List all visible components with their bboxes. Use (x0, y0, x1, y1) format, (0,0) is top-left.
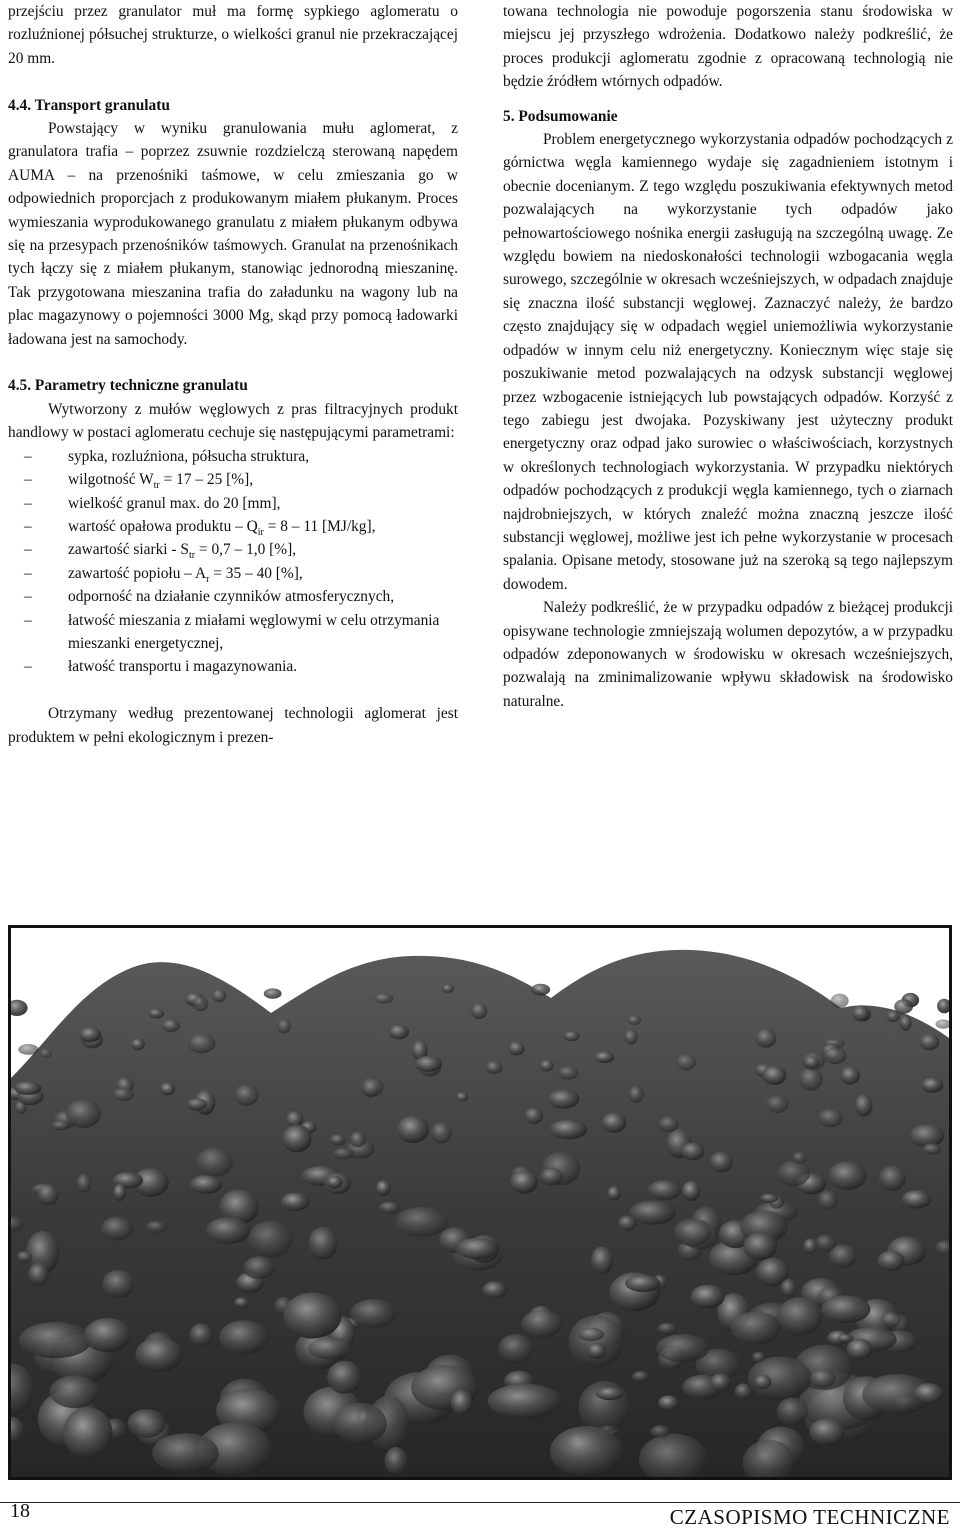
granule (558, 1066, 579, 1080)
granule (658, 1395, 679, 1410)
granule (710, 1374, 731, 1391)
granule (376, 1180, 390, 1195)
granule (650, 1425, 670, 1438)
granule (777, 1161, 810, 1186)
granule (594, 1051, 614, 1063)
list-item: – wielkość granul max. do 20 [mm], (8, 492, 458, 515)
granule (193, 996, 209, 1011)
granule (17, 1251, 33, 1263)
granule (632, 1371, 649, 1382)
granule (656, 1334, 709, 1362)
granule (282, 1125, 312, 1152)
granule (781, 1279, 797, 1297)
dash-bullet: – (24, 564, 32, 582)
granule (818, 1109, 843, 1128)
granule (531, 984, 550, 996)
granule (881, 1312, 901, 1328)
dash-bullet: – (24, 658, 32, 676)
granule (488, 1384, 562, 1419)
granule (131, 1038, 145, 1050)
granule (818, 1190, 838, 1210)
granule (152, 1433, 219, 1473)
granule (618, 1216, 637, 1231)
granule (923, 1143, 941, 1154)
list-item: – wartość opałowa produktu – $Q_{ir} = 8 - 11$ [MJ/kg], (8, 515, 458, 538)
granule (810, 1369, 836, 1388)
intro-paragraph: przejściu przez granulator muł ma formę sypkiego aglomeratu o rozluźnionej półsuchej strukturze, o wielkości granul nie przekraczającej 20 mm. (8, 3, 458, 67)
granule (760, 1194, 778, 1203)
granule (148, 1009, 164, 1019)
granule (50, 1376, 100, 1409)
granule (63, 1407, 113, 1458)
granule (821, 1295, 870, 1323)
dash-bullet: – (24, 588, 32, 606)
granule (333, 1403, 387, 1444)
right-column (503, 0, 953, 713)
granule (676, 1054, 697, 1070)
granule (113, 1184, 126, 1201)
list-item: – odporność na działanie czynników atmosferycznych, (8, 585, 458, 608)
granule (389, 1024, 409, 1039)
granule (731, 1311, 781, 1345)
granule (385, 1447, 408, 1475)
granule (84, 1318, 131, 1352)
granule (601, 1113, 626, 1133)
granule (752, 1352, 765, 1363)
granule (308, 1338, 352, 1360)
granule (186, 1098, 207, 1110)
granule (921, 1078, 943, 1093)
granule (361, 1077, 384, 1096)
granule (777, 1297, 822, 1336)
granule (936, 1019, 950, 1028)
granule (624, 1029, 638, 1044)
dash-bullet: – (24, 517, 32, 535)
granulate-photo-image (11, 928, 949, 1477)
granule (840, 1066, 860, 1084)
granule (625, 1275, 661, 1292)
granule (102, 1270, 134, 1298)
granule (762, 1066, 786, 1085)
granule (234, 1297, 249, 1308)
list-item: – zawartość popiołu – $A_r = 35 - 40$ [%], (8, 562, 458, 585)
granule (828, 1161, 866, 1190)
granule (628, 1015, 641, 1025)
granule (521, 1310, 562, 1338)
left-column (8, 0, 458, 749)
granule (456, 1238, 499, 1259)
granule (135, 1338, 182, 1372)
section-heading-summary: 5. Podsumowanie (503, 107, 618, 125)
granule (894, 999, 913, 1014)
granule (79, 1027, 101, 1042)
granule (188, 1033, 216, 1053)
list-item: – łatwość transportu i magazynowania. (8, 655, 458, 678)
closing-paragraph: Otrzymany według prezentowanej technologii aglomerat jest produktem w pełni ekologicznym i prezen- (8, 705, 458, 746)
granule (28, 1263, 48, 1286)
granule (350, 1131, 366, 1147)
granule (524, 1108, 543, 1124)
granule (18, 1044, 38, 1055)
parameters-intro: Wytworzony z mułów węglowych z pras filtracyjnych produkt handlowy w postaci aglomeratu cechuje się następującymi parametrami: (8, 400, 458, 442)
granule (101, 1217, 133, 1241)
dash-bullet: – (24, 611, 32, 629)
list-item: – sypka, rozluźniona, półsucha struktura, (8, 445, 458, 468)
granule (657, 1323, 677, 1334)
granule (51, 1121, 70, 1130)
granule (550, 1426, 623, 1476)
granule (674, 1219, 712, 1247)
dash-bullet: – (24, 471, 32, 489)
granule (112, 1088, 134, 1101)
granule (234, 1084, 259, 1105)
granule (607, 1186, 620, 1200)
granule (809, 1418, 845, 1445)
granule (190, 1175, 223, 1194)
granule (281, 1193, 309, 1211)
summary-paragraph-1: Problem energetycznego wykorzystania odpadów pochodzących z górnictwa węgla kamiennego wydaje się zagadnieniem istotnym i obecnie docenianym. Z tego względu poszukiwania efektywnych metod pozwalających na wykorzystanie tych odpadów jako pełnowartościowego nośnika energii zasługują na szczególną uwagę. Ze względu bowiem na niedoskonałości technologii wzbogacania węgla surowego, szczególnie w okresach wcześniejszych, w odpadach znajduje się znaczna ilość substancji węglowej. Zaznaczyć należy, że bardzo często znajdujący się w odpadach węgiel uniemożliwia wykorzystanie odpadów w innym celu niż energetyczny. Koniecznym więc staje się poszukiwanie metod pozwalających na odzysk substancji węglowej przez wzbogacenie istniejących lub powstających odpadów. Korzyść z tego zabiegu jest dwojaka. Pozyskiwany jest użyteczny produkt energetyczny oraz odpad jako surowiec o właściwościach, korzystnych w określonych technologiach wykorzystania. W przypadku niektórych odpadów pochodzących z produkcji węgla kamiennego, tych o ziarnach najdrobniejszych, w których znaleźć można znaczną jeszcze ilość substancji węglowej, możliwe jest ich pełne wykorzystanie w procesach spalania. Opisane metody, stosowane już na szeroką są tego najlepszym dowodem. (503, 131, 953, 593)
granule (286, 1111, 303, 1128)
dash-bullet: – (24, 541, 32, 559)
granule (160, 1082, 175, 1095)
granule (333, 1148, 354, 1160)
granule (681, 1142, 705, 1160)
granule (691, 1285, 725, 1309)
granule (308, 1227, 337, 1260)
granule (264, 988, 282, 998)
transport-paragraph: Powstający w wyniku granulowania mułu aglomerat, z granulatora trafia – poprzez zsuwnie rozdzielczą sterowaną napędem AUMA – na przenośniki taśmowe, w celu zmieszania go w odpowiednich proporcjach z produkowanym miałem płukanym. Proces wymieszania wyprodukowanego granulatu z miałem płukanym odbywa się na przesypach przenośników taśmowych. Granulat na przenośnikach tych łączy się z miałem płukanym, stanowiąc jednorodną mieszaninę. Tak przygotowana mieszanina trafia do załadunku na wagony lub na plac magazynowy o pojemności 3000 Mg, skąd przy pomocą ładowarki ładowana jest na samochody. (8, 120, 458, 348)
granule (66, 1099, 101, 1128)
granule (415, 1056, 443, 1072)
granule (629, 1086, 644, 1103)
dash-bullet: – (24, 494, 32, 512)
granule (485, 1061, 502, 1075)
granule (146, 1221, 167, 1233)
granule (277, 1019, 291, 1034)
granule (831, 994, 849, 1008)
granule (900, 1015, 912, 1031)
summary-paragraph-2: Należy podkreślić, że w przypadku odpadów z bieżącej produkcji opisywane technologie zmniejszają wolumen depozytów, a w przypadku odpadów zdeponowanych w środowisku w okresach wcześniejszych, pozwalają na zminimalizowanie wpływu składowisk na środowisko naturalne. (503, 599, 953, 710)
granule (919, 1034, 939, 1050)
granule (212, 989, 227, 1002)
granule (909, 1124, 944, 1147)
granule (902, 1190, 932, 1208)
granule (128, 1409, 166, 1438)
granule (735, 1383, 752, 1399)
granule (330, 1134, 346, 1145)
continuation-paragraph: towana technologia nie powoduje pogorszenia stanu środowiska w miejscu jej przyszłego wdrożenia. Dodatkowo należy podkreślić, że proces produkcji aglomeratu zgodnie z opracowaną technologią nie będzie źródłem wtórnych odpadów. (503, 3, 953, 91)
granule (510, 1170, 538, 1193)
granule (878, 1250, 905, 1271)
granule (596, 1387, 624, 1400)
dash-bullet: – (24, 447, 32, 465)
granule (397, 1116, 429, 1143)
granule (569, 1315, 624, 1367)
granule (379, 1202, 400, 1214)
granule (374, 993, 394, 1003)
granule (886, 1011, 899, 1023)
granule (431, 1122, 452, 1143)
granule (456, 1092, 468, 1101)
granule (508, 1041, 525, 1055)
granule (563, 1031, 580, 1041)
granule (710, 1152, 733, 1173)
list-item: – łatwość mieszania z miałami węglowymi w celu otrzymania mieszanki energetycznej, (8, 609, 458, 656)
granule (540, 1060, 554, 1072)
granule (847, 1339, 873, 1360)
granule (327, 1176, 343, 1189)
granule (648, 1180, 682, 1200)
granule (471, 1003, 487, 1019)
granule (451, 1390, 472, 1416)
granule (754, 1375, 771, 1389)
granule (327, 1361, 361, 1394)
section-heading-transport: 4.4. Transport granulatu (8, 96, 170, 114)
granule (77, 1174, 92, 1193)
granule (777, 1397, 809, 1425)
granule (243, 1256, 275, 1279)
granule (855, 1094, 873, 1117)
granule (219, 1320, 268, 1354)
granule (11, 1000, 28, 1016)
page-number: 18 (10, 1500, 30, 1522)
granule (549, 1120, 587, 1140)
granule (37, 1184, 59, 1206)
granule (548, 1090, 580, 1109)
footer-rule (0, 1502, 960, 1503)
granule (196, 1147, 233, 1177)
granule (283, 1293, 341, 1339)
granule (162, 1019, 180, 1032)
parameters-list (8, 445, 458, 679)
granule (937, 999, 949, 1014)
granule (792, 1152, 807, 1164)
granule (799, 1068, 823, 1091)
granule (19, 1322, 92, 1358)
granule (14, 1081, 41, 1095)
granule (804, 1056, 820, 1069)
granule (658, 1116, 678, 1132)
journal-name: CZASOPISMO TECHNICZNE (669, 1505, 950, 1529)
granule (482, 1281, 507, 1298)
granule (578, 1328, 605, 1342)
granule (824, 1047, 847, 1064)
granule (350, 1299, 396, 1328)
granule (852, 1005, 869, 1021)
granule (743, 1232, 777, 1260)
list-item: – zawartość siarki - $S_{tr} = 0,7 - 1,0$ [%], (8, 538, 458, 561)
granule (682, 1181, 700, 1201)
granule (591, 1247, 613, 1275)
granule (248, 1221, 293, 1258)
granule (815, 1235, 836, 1252)
granule (540, 1168, 563, 1186)
granule (766, 1095, 789, 1113)
list-item: – wilgotność $W_{tr} = 17 - 25$ [%], (8, 468, 458, 491)
granule (498, 1334, 533, 1363)
section-heading-parameters: 4.5. Parametry techniczne granulatu (8, 377, 248, 395)
granule (879, 1166, 906, 1192)
granulate-photo (8, 925, 952, 1480)
granule (39, 1049, 52, 1058)
granule (755, 1029, 776, 1048)
granule (914, 1383, 944, 1404)
granule (206, 1217, 250, 1243)
granule (190, 1323, 213, 1346)
granule (395, 1207, 448, 1237)
granule (442, 984, 454, 993)
granule (587, 1343, 606, 1358)
